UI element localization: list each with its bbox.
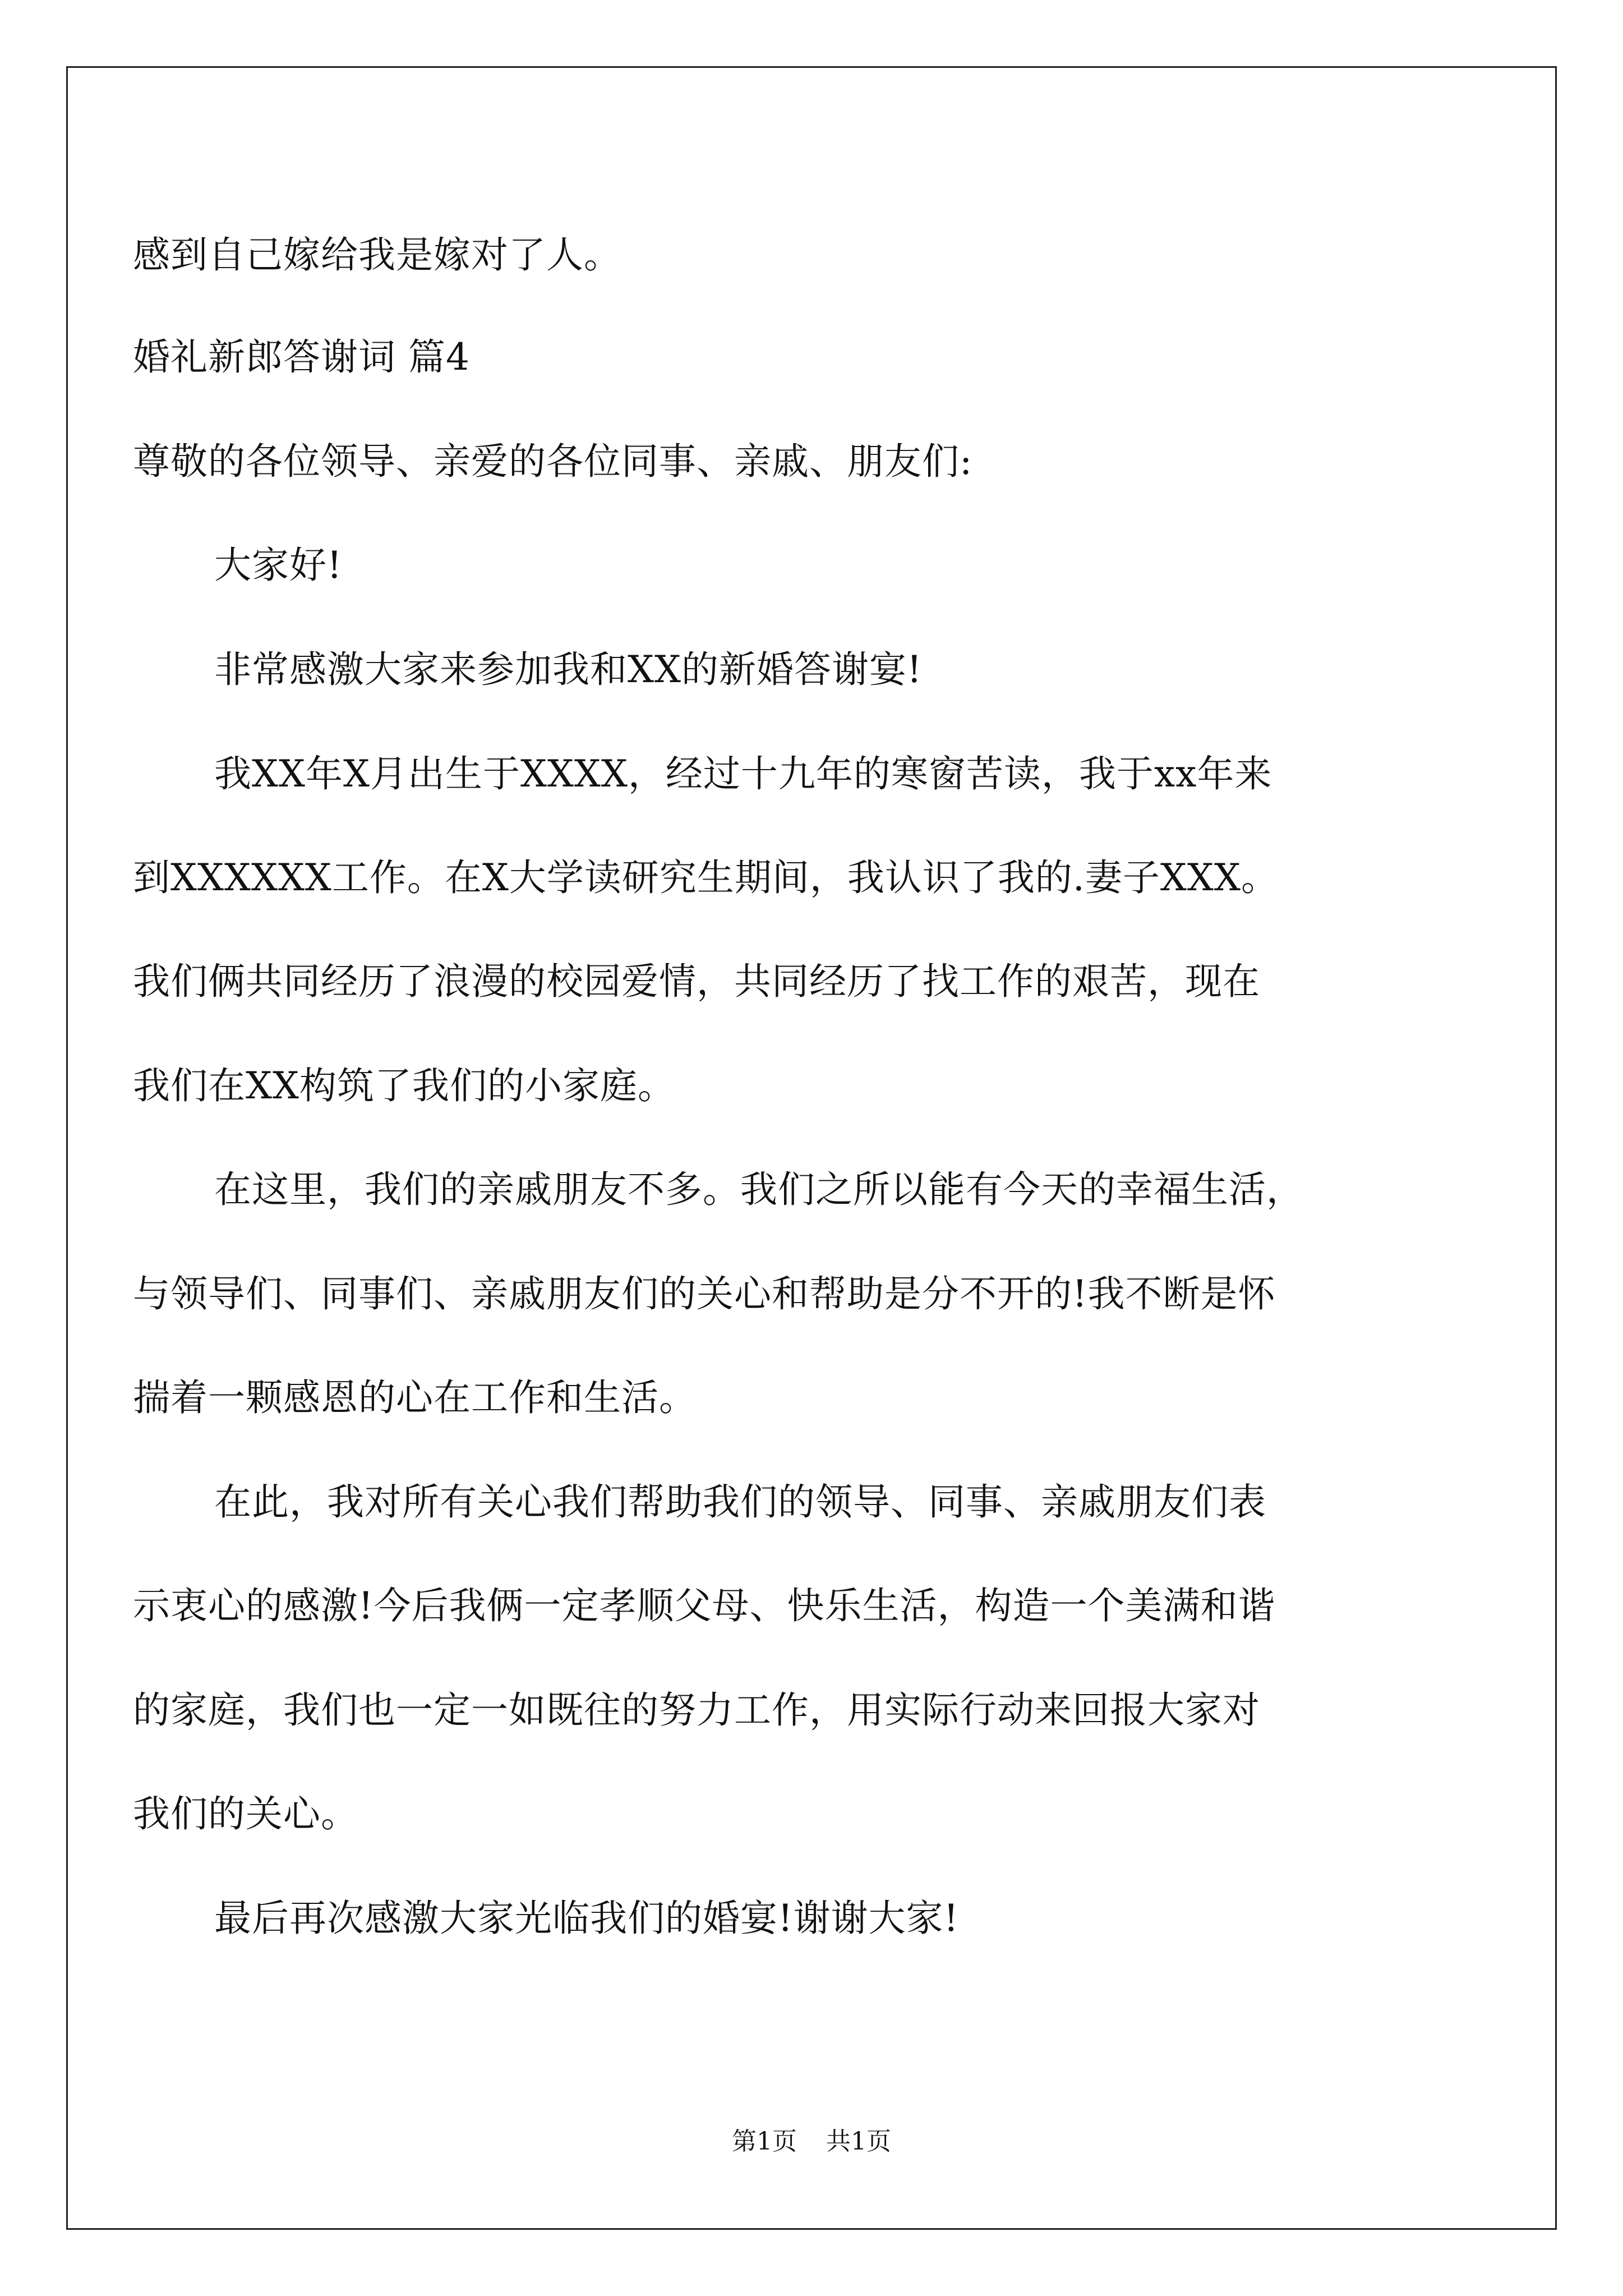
text-line: 在这里，我们的亲戚朋友不多。我们之所以能有今天的幸福生活， [214, 1168, 1304, 1211]
text-line: 我们俩共同经历了浪漫的校园爱情，共同经历了找工作的艰苦，现在 [133, 960, 1260, 1003]
text-line: 示衷心的感激!今后我俩一定孝顺父母、快乐生活，构造一个美满和谐 [133, 1584, 1276, 1627]
text-line: 我们在XX构筑了我们的小家庭。 [133, 1064, 675, 1107]
text-line: 感到自己嫁给我是嫁对了人。 [133, 233, 621, 277]
greeting: 大家好! [214, 544, 343, 587]
page-total: 共1页 [826, 2127, 891, 2156]
page-footer [0, 2125, 1623, 2159]
text-line: 非常感激大家来参加我和XX的新婚答谢宴! [214, 648, 923, 691]
text-line: 的家庭，我们也一定一如既往的努力工作，用实际行动来回报大家对 [133, 1688, 1260, 1732]
text-line: 揣着一颗感恩的心在工作和生活。 [133, 1376, 697, 1419]
text-line: 我们的关心。 [133, 1792, 358, 1835]
section-heading: 婚礼新郎答谢词 篇4 [133, 335, 470, 379]
salutation: 尊敬的各位领导、亲爱的各位同事、亲戚、朋友们: [133, 440, 973, 483]
text-line: 与领导们、同事们、亲戚朋友们的关心和帮助是分不开的!我不断是怀 [133, 1272, 1276, 1315]
text-line: 我XX年X月出生于XXXX，经过十九年的寒窗苦读，我于xx年来 [214, 752, 1272, 795]
page-number: 第1页 [732, 2127, 797, 2156]
closing-line: 最后再次感激大家光临我们的婚宴!谢谢大家! [214, 1897, 960, 1940]
text-line: 在此，我对所有关心我们帮助我们的领导、同事、亲戚朋友们表 [214, 1480, 1266, 1524]
text-line: 到XXXXXX工作。在X大学读研究生期间，我认识了我的.妻子XXX。 [133, 856, 1279, 899]
